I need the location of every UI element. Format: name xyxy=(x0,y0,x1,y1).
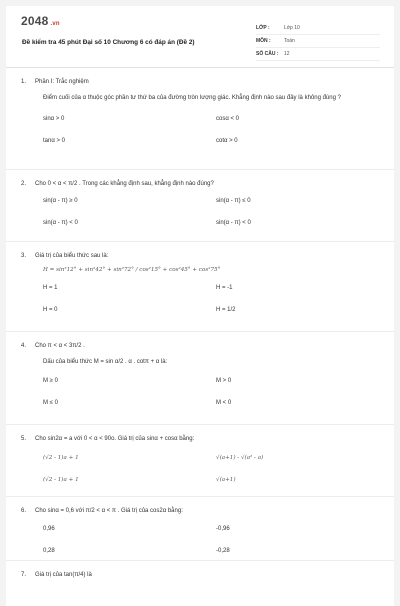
meta-row-class xyxy=(256,22,380,35)
page-title: Đề kiểm tra 45 phút Đại số 10 Chương 6 có đáp án (Đề 2) xyxy=(22,39,195,46)
answer-options xyxy=(43,197,382,228)
site-logo[interactable] xyxy=(21,14,60,28)
option-d[interactable]: sin(α - π) < 0 xyxy=(216,220,251,226)
option-b[interactable]: sin(α - π) ≤ 0 xyxy=(216,198,251,204)
option-b[interactable]: -0,96 xyxy=(216,526,230,532)
option-c[interactable]: tanα > 0 xyxy=(43,138,65,144)
meta-row-subject xyxy=(256,35,380,48)
meta-key: SỐ CÂU : xyxy=(256,51,279,57)
meta-value: Lớp 10 xyxy=(284,25,300,31)
question-number: 4. xyxy=(21,343,27,349)
answer-options xyxy=(43,115,382,146)
answer-options xyxy=(43,377,382,408)
question-number: 2. xyxy=(21,181,27,187)
document-header xyxy=(6,6,394,68)
option-d[interactable]: cotα > 0 xyxy=(216,138,238,144)
option-b[interactable]: cosα < 0 xyxy=(216,116,239,122)
option-a[interactable]: sinα > 0 xyxy=(43,116,65,122)
option-a[interactable]: (√2 - 1)a + 1 xyxy=(43,455,79,461)
option-b[interactable]: H = -1 xyxy=(216,285,233,291)
question-text: Cho π < α < 3π/2 . xyxy=(35,343,85,349)
logo-text: 2048 xyxy=(21,14,49,28)
question-7 xyxy=(6,561,394,588)
option-b[interactable]: √(a+1) - √(a² - a) xyxy=(216,455,264,461)
question-3 xyxy=(6,242,394,332)
exam-meta-table xyxy=(256,22,380,61)
option-a[interactable]: M ≥ 0 xyxy=(43,378,58,384)
option-b[interactable]: M > 0 xyxy=(216,378,232,384)
question-2 xyxy=(6,170,394,242)
question-number: 7. xyxy=(21,572,27,578)
question-stem: Điểm cuối của α thuộc góc phần tư thứ ba của đường tròn lượng giác. Khẳng định nào sau đây là không đúng ? xyxy=(43,95,341,101)
question-number: 6. xyxy=(21,508,27,514)
question-6 xyxy=(6,497,394,561)
question-text: Giá trị của biểu thức sau là: xyxy=(35,253,109,259)
question-text: Phần I: Trắc nghiệm xyxy=(35,79,89,85)
question-number: 3. xyxy=(21,253,27,259)
question-text: Giá trị của tan(π/4) là xyxy=(35,572,92,578)
option-a[interactable]: H = 1 xyxy=(43,285,58,291)
meta-key: LỚP : xyxy=(256,25,270,31)
option-c[interactable]: sin(α - π) < 0 xyxy=(43,220,78,226)
formula-image: H = sin²12° + sin²42° + sin²72° / cos²15° + cos²45° + cos²75° xyxy=(43,267,221,273)
meta-key: MÔN : xyxy=(256,38,271,44)
meta-row-count xyxy=(256,48,380,61)
option-c[interactable]: H = 0 xyxy=(43,307,58,313)
question-text: Cho 0 < α < π/2 . Trong các khẳng định sau, khẳng định nào đúng? xyxy=(35,181,214,187)
option-d[interactable]: M < 0 xyxy=(216,400,232,406)
question-5 xyxy=(6,425,394,497)
option-d[interactable]: √(a+1) xyxy=(216,477,236,483)
option-a[interactable]: sin(α - π) ≥ 0 xyxy=(43,198,78,204)
option-a[interactable]: 0,96 xyxy=(43,526,55,532)
answer-options xyxy=(43,525,382,556)
option-d[interactable]: -0,28 xyxy=(216,548,230,554)
option-c[interactable]: 0,28 xyxy=(43,548,55,554)
option-d[interactable]: H = 1/2 xyxy=(216,307,236,313)
question-stem: Dấu của biểu thức M = sin α/2 . α . cotπ + α là: xyxy=(43,359,168,365)
question-4 xyxy=(6,332,394,425)
question-1 xyxy=(6,68,394,170)
document-page xyxy=(6,6,394,606)
question-text: Cho sin2α = a với 0 < α < 90o. Giá trị của sinα + cosα bằng: xyxy=(35,436,195,442)
answer-options xyxy=(43,454,382,485)
meta-value: Toán xyxy=(284,38,295,44)
answer-options xyxy=(43,284,382,315)
question-number: 1. xyxy=(21,79,27,85)
option-c[interactable]: (√2 - 1)a + 1 xyxy=(43,477,79,483)
question-number: 5. xyxy=(21,436,27,442)
meta-value: 12 xyxy=(284,51,290,57)
logo-suffix: .vn xyxy=(50,21,60,27)
question-text: Cho sinα = 0,6 với π/2 < α < π . Giá trị của cos2α bằng: xyxy=(35,508,183,514)
option-c[interactable]: M ≤ 0 xyxy=(43,400,58,406)
